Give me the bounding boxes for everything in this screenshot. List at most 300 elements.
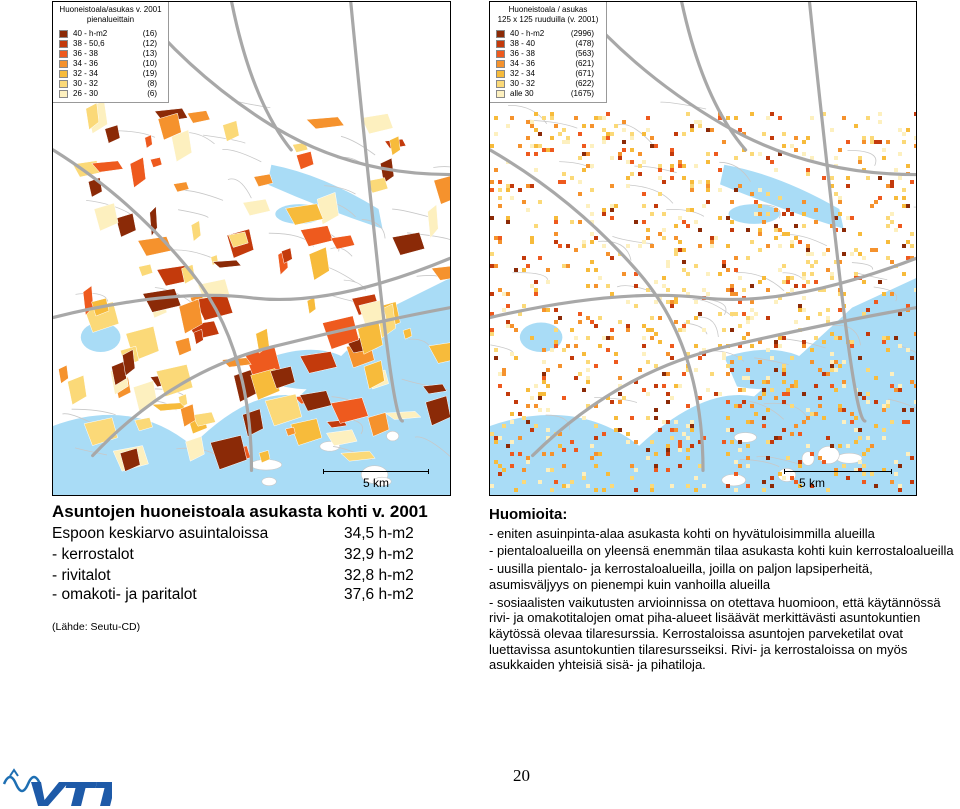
grid-cell (570, 480, 574, 484)
grid-cell (586, 368, 590, 372)
grid-cell (710, 372, 714, 376)
grid-cell (738, 448, 742, 452)
grid-cell (786, 208, 790, 212)
grid-cell (490, 264, 494, 268)
grid-cell (742, 376, 746, 380)
grid-cell (682, 260, 686, 264)
area-patch (105, 125, 120, 143)
legend-count: (2996) (570, 29, 594, 38)
grid-cell (802, 308, 806, 312)
grid-cell (526, 152, 530, 156)
grid-cell (802, 200, 806, 204)
grid-cell (646, 392, 650, 396)
grid-cell (854, 272, 858, 276)
grid-cell (690, 424, 694, 428)
legend-swatch (59, 60, 68, 68)
grid-cell (746, 376, 750, 380)
legend-count: (671) (575, 69, 594, 78)
grid-cell (506, 444, 510, 448)
grid-cell (770, 136, 774, 140)
grid-cell (794, 236, 798, 240)
grid-cell (654, 468, 658, 472)
grid-cell (518, 144, 522, 148)
grid-cell (662, 276, 666, 280)
grid-cell (730, 288, 734, 292)
grid-cell (670, 148, 674, 152)
grid-cell (838, 200, 842, 204)
grid-cell (626, 244, 630, 248)
grid-cell (766, 192, 770, 196)
grid-cell (726, 452, 730, 456)
grid-cell (782, 372, 786, 376)
grid-cell (574, 248, 578, 252)
grid-cell (762, 388, 766, 392)
grid-cell (806, 252, 810, 256)
grid-cell (498, 372, 502, 376)
grid-cell (806, 408, 810, 412)
grid-cell (734, 488, 738, 492)
grid-cell (630, 148, 634, 152)
grid-cell (898, 176, 902, 180)
grid-cell (670, 304, 674, 308)
grid-cell (778, 116, 782, 120)
stat-value: 34,5 h-m2 (344, 525, 414, 542)
grid-cell (546, 384, 550, 388)
grid-cell (610, 292, 614, 296)
grid-cell (850, 420, 854, 424)
grid-cell (730, 360, 734, 364)
grid-cell (554, 308, 558, 312)
grid-cell (706, 388, 710, 392)
grid-cell (630, 476, 634, 480)
grid-cell (806, 444, 810, 448)
grid-cell (578, 132, 582, 136)
region-outline (512, 273, 547, 280)
grid-cell (810, 252, 814, 256)
grid-cell (570, 176, 574, 180)
grid-cell (586, 484, 590, 488)
grid-cell (782, 336, 786, 340)
grid-cell (730, 368, 734, 372)
grid-cell (802, 344, 806, 348)
grid-cell (550, 452, 554, 456)
grid-cell (626, 300, 630, 304)
grid-cell (890, 184, 894, 188)
grid-cell (606, 136, 610, 140)
grid-cell (782, 264, 786, 268)
left-legend-title: Huoneistoala/asukas v. 2001 pienalueittain (59, 5, 162, 24)
grid-cell (870, 204, 874, 208)
grid-cell (594, 452, 598, 456)
grid-cell (770, 356, 774, 360)
grid-cell (538, 396, 542, 400)
grid-cell (810, 156, 814, 160)
grid-cell (546, 280, 550, 284)
grid-cell (546, 468, 550, 472)
grid-cell (838, 336, 842, 340)
grid-cell (766, 288, 770, 292)
scale-line (323, 471, 429, 472)
grid-cell (670, 164, 674, 168)
grid-cell (538, 480, 542, 484)
grid-cell (750, 192, 754, 196)
legend-swatch (496, 60, 505, 68)
island (734, 433, 756, 443)
grid-cell (646, 448, 650, 452)
grid-cell (582, 168, 586, 172)
grid-cell (654, 408, 658, 412)
grid-cell (818, 456, 822, 460)
grid-cell (790, 276, 794, 280)
grid-cell (902, 140, 906, 144)
grid-cell (510, 440, 514, 444)
grid-cell (914, 144, 916, 148)
grid-cell (610, 184, 614, 188)
grid-cell (906, 348, 910, 352)
legend-range: 30 - 32 (73, 79, 98, 88)
grid-cell (534, 424, 538, 428)
grid-cell (842, 408, 846, 412)
grid-cell (494, 440, 498, 444)
grid-cell (586, 316, 590, 320)
grid-cell (638, 164, 642, 168)
grid-cell (722, 356, 726, 360)
grid-cell (586, 376, 590, 380)
grid-cell (590, 124, 594, 128)
grid-cell (510, 452, 514, 456)
legend-row (496, 69, 600, 79)
grid-cell (774, 208, 778, 212)
legend-row (496, 89, 600, 99)
grid-cell (746, 456, 750, 460)
grid-cell (734, 460, 738, 464)
grid-cell (750, 404, 754, 408)
grid-cell (838, 408, 842, 412)
grid-cell (758, 188, 762, 192)
grid-cell (886, 336, 890, 340)
grid-cell (678, 464, 682, 468)
grid-cell (898, 312, 902, 316)
grid-cell (750, 308, 754, 312)
grid-cell (498, 436, 502, 440)
grid-cell (618, 376, 622, 380)
grid-cell (778, 228, 782, 232)
legend-count: (6) (147, 89, 157, 98)
grid-cell (610, 256, 614, 260)
grid-cell (726, 244, 730, 248)
grid-cell (886, 184, 890, 188)
grid-cell (566, 484, 570, 488)
grid-cell (890, 212, 894, 216)
grid-cell (546, 308, 550, 312)
grid-cell (778, 196, 782, 200)
grid-cell (874, 200, 878, 204)
grid-cell (782, 392, 786, 396)
grid-cell (766, 116, 770, 120)
grid-cell (674, 300, 678, 304)
legend-row (59, 59, 162, 69)
grid-cell (658, 316, 662, 320)
grid-cell (526, 420, 530, 424)
grid-cell (794, 320, 798, 324)
area-patch (428, 205, 439, 239)
right-map (489, 1, 917, 496)
grid-cell (662, 284, 666, 288)
grid-cell (726, 372, 730, 376)
grid-cell (714, 392, 718, 396)
grid-cell (550, 116, 554, 120)
grid-cell (850, 252, 854, 256)
grid-cell (870, 136, 874, 140)
area-patch (300, 226, 333, 247)
grid-cell (646, 228, 650, 232)
grid-cell (578, 312, 582, 316)
grid-cell (542, 348, 546, 352)
grid-cell (682, 328, 686, 332)
grid-cell (790, 404, 794, 408)
grid-cell (762, 132, 766, 136)
grid-cell (506, 220, 510, 224)
grid-cell (694, 488, 698, 492)
legend-count: (13) (142, 49, 157, 58)
grid-cell (854, 440, 858, 444)
grid-cell (654, 384, 658, 388)
grid-cell (682, 268, 686, 272)
grid-cell (586, 336, 590, 340)
legend-range: 36 - 38 (510, 49, 535, 58)
grid-cell (598, 116, 602, 120)
grid-cell (546, 408, 550, 412)
grid-cell (754, 412, 758, 416)
grid-cell (574, 376, 578, 380)
grid-cell (834, 388, 838, 392)
area-patch (309, 247, 329, 280)
grid-cell (770, 388, 774, 392)
grid-cell (638, 152, 642, 156)
grid-cell (646, 416, 650, 420)
grid-cell (830, 360, 834, 364)
grid-cell (610, 400, 614, 404)
grid-cell (490, 188, 494, 192)
grid-cell (678, 440, 682, 444)
grid-cell (586, 380, 590, 384)
grid-cell (666, 420, 670, 424)
grid-cell (826, 308, 830, 312)
grid-cell (698, 124, 702, 128)
area-patch (175, 337, 191, 355)
grid-cell (542, 116, 546, 120)
grid-cell (754, 200, 758, 204)
grid-cell (886, 256, 890, 260)
grid-cell (530, 184, 534, 188)
grid-cell (494, 348, 498, 352)
grid-cell (522, 304, 526, 308)
grid-cell (666, 468, 670, 472)
grid-cell (686, 224, 690, 228)
left-legend-rows (59, 29, 162, 99)
grid-cell (822, 252, 826, 256)
grid-cell (526, 460, 530, 464)
grid-cell (686, 112, 690, 116)
grid-cell (610, 132, 614, 136)
grid-cell (750, 240, 754, 244)
grid-cell (734, 312, 738, 316)
grid-cell (618, 392, 622, 396)
grid-cell (510, 412, 514, 416)
grid-cell (498, 288, 502, 292)
grid-cell (810, 272, 814, 276)
grid-cell (602, 488, 606, 492)
grid-cell (838, 444, 842, 448)
grid-cell (650, 440, 654, 444)
legend-row (59, 79, 162, 89)
grid-cell (650, 144, 654, 148)
grid-cell (858, 428, 862, 432)
grid-cell (554, 240, 558, 244)
grid-cell (802, 140, 806, 144)
grid-cell (550, 468, 554, 472)
grid-cell (678, 444, 682, 448)
grid-cell (714, 152, 718, 156)
grid-cell (618, 156, 622, 160)
grid-cell (542, 308, 546, 312)
region-outline (698, 317, 718, 337)
grid-cell (582, 352, 586, 356)
grid-cell (534, 112, 538, 116)
grid-cell (550, 136, 554, 140)
grid-cell (554, 340, 558, 344)
grid-cell (790, 144, 794, 148)
grid-cell (858, 232, 862, 236)
grid-cell (594, 324, 598, 328)
grid-cell (642, 204, 646, 208)
grid-cell (858, 252, 862, 256)
grid-cell (498, 236, 502, 240)
grid-cell (562, 140, 566, 144)
grid-cell (570, 440, 574, 444)
grid-cell (514, 268, 518, 272)
grid-cell (506, 324, 510, 328)
grid-cell (834, 368, 838, 372)
grid-cell (658, 340, 662, 344)
grid-cell (562, 396, 566, 400)
grid-cell (566, 140, 570, 144)
grid-cell (558, 316, 562, 320)
grid-cell (514, 400, 518, 404)
grid-cell (518, 188, 522, 192)
grid-cell (594, 488, 598, 492)
grid-cell (542, 380, 546, 384)
grid-cell (866, 368, 870, 372)
grid-cell (678, 448, 682, 452)
grid-cell (774, 344, 778, 348)
grid-cell (810, 452, 814, 456)
grid-cell (646, 360, 650, 364)
grid-cell (578, 192, 582, 196)
notes-heading: Huomioita: (489, 506, 568, 523)
grid-cell (730, 292, 734, 296)
grid-cell (726, 116, 730, 120)
grid-cell (802, 284, 806, 288)
grid-cell (614, 352, 618, 356)
grid-cell (690, 180, 694, 184)
grid-cell (622, 120, 626, 124)
grid-cell (522, 268, 526, 272)
grid-cell (850, 216, 854, 220)
grid-cell (826, 316, 830, 320)
grid-cell (522, 416, 526, 420)
grid-cell (826, 248, 830, 252)
grid-cell (642, 132, 646, 136)
grid-cell (674, 224, 678, 228)
grid-cell (594, 424, 598, 428)
grid-cell (686, 424, 690, 428)
grid-cell (862, 452, 866, 456)
left-map-legend (53, 2, 169, 103)
grid-cell (586, 152, 590, 156)
grid-cell (710, 244, 714, 248)
grid-cell (582, 144, 586, 148)
grid-cell (750, 344, 754, 348)
island (722, 474, 746, 486)
island (262, 477, 277, 485)
grid-cell (706, 180, 710, 184)
grid-cell (794, 384, 798, 388)
grid-cell (734, 292, 738, 296)
grid-cell (826, 372, 830, 376)
grid-cell (626, 432, 630, 436)
grid-cell (614, 204, 618, 208)
grid-cell (694, 476, 698, 480)
grid-cell (594, 116, 598, 120)
grid-cell (762, 276, 766, 280)
grid-cell (618, 152, 622, 156)
grid-cell (650, 212, 654, 216)
grid-cell (534, 288, 538, 292)
grid-cell (542, 452, 546, 456)
area-patch (116, 213, 136, 237)
grid-cell (530, 396, 534, 400)
grid-cell (530, 336, 534, 340)
grid-cell (878, 140, 882, 144)
grid-cell (594, 284, 598, 288)
grid-cell (682, 220, 686, 224)
grid-cell (794, 424, 798, 428)
grid-cell (526, 404, 530, 408)
grid-cell (842, 420, 846, 424)
grid-cell (594, 464, 598, 468)
grid-cell (738, 404, 742, 408)
grid-cell (846, 184, 850, 188)
grid-cell (690, 124, 694, 128)
grid-cell (494, 264, 498, 268)
grid-cell (654, 332, 658, 336)
scale-line (784, 471, 892, 472)
region-outline (203, 135, 245, 143)
grid-cell (870, 444, 874, 448)
grid-cell (674, 236, 678, 240)
grid-cell (530, 120, 534, 124)
grid-cell (522, 468, 526, 472)
grid-cell (634, 468, 638, 472)
grid-cell (774, 368, 778, 372)
grid-cell (710, 236, 714, 240)
grid-cell (534, 224, 538, 228)
grid-cell (702, 328, 706, 332)
legend-swatch (496, 30, 505, 38)
grid-cell (574, 116, 578, 120)
grid-cell (598, 344, 602, 348)
